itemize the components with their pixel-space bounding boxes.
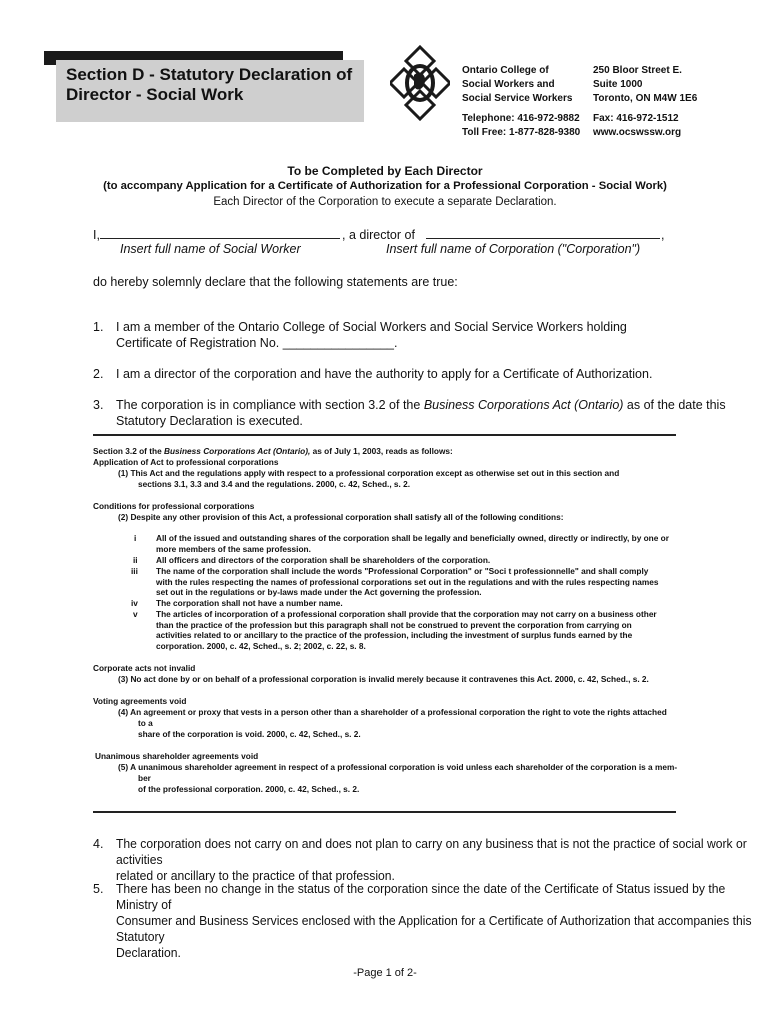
item-4-number: 4.: [93, 837, 104, 851]
condition-iv-number: iv: [131, 598, 138, 608]
declaration-suffix: ,: [661, 228, 665, 242]
item-1-number: 1.: [93, 320, 104, 334]
org-name: Ontario College of Social Workers and Social Service Workers: [462, 65, 573, 104]
statute-para-4b: to a: [138, 718, 153, 728]
item-1-text: I am a member of the Ontario College of Social Workers and Social Service Workers holding Certificate of Registration No. ________________.: [116, 320, 627, 350]
statute-para-2: (2) Despite any other provision of this Act, a professional corporation shall satisfy all of the following conditions:: [118, 512, 564, 522]
org-contact: Fax: 416-972-1512 www.ocswssw.org: [593, 113, 682, 138]
item-3-number: 3.: [93, 398, 104, 412]
condition-i-number: i: [134, 533, 137, 543]
statute-para-1a: (1) This Act and the regulations apply with respect to a professional corporation except as otherwise set out in this section and: [118, 468, 620, 478]
statute-intro: Section 3.2 of the Business Corporations Act (Ontario), as of July 1, 2003, reads as follows:: [93, 446, 453, 456]
intro-note: Each Director of the Corporation to execute a separate Declaration.: [213, 196, 557, 208]
page-number: -Page 1 of 2-: [353, 967, 417, 979]
statute-para-5c: of the professional corporation. 2000, c. 42, Sched., s. 2.: [138, 784, 360, 794]
hint-name: Insert full name of Social Worker: [120, 242, 301, 256]
item-3-text: The corporation is in compliance with section 3.2 of the Business Corporations Act (Ontario) as of the date this Statutory Declaration is executed.: [116, 398, 726, 428]
statute-para-4c: share of the corporation is void. 2000, c. 42, Sched., s. 2.: [138, 729, 361, 739]
statute-heading-4: Voting agreements void: [93, 696, 187, 706]
statute-para-5b: ber: [138, 773, 151, 783]
solemn-declaration: do hereby solemnly declare that the following statements are true:: [93, 275, 458, 289]
declaration-middle: , a director of: [342, 228, 415, 242]
item-5-number: 5.: [93, 882, 104, 896]
item-2-text: I am a director of the corporation and have the authority to apply for a Certificate of Authorization.: [116, 367, 653, 381]
statute-para-5a: (5) A unanimous shareholder agreement in respect of a professional corporation is void unless each shareholder of the corporation is a mem-: [118, 762, 678, 772]
org-phones: Telephone: 416-972-9882 Toll Free: 1-877-828-9380: [462, 113, 581, 138]
statute-heading-3: Corporate acts not invalid: [93, 663, 196, 673]
intro-heading: To be Completed by Each Director: [287, 164, 483, 178]
condition-iii-text: The name of the corporation shall include the words "Professional Corporation" or "Soci t professionnelle" and shall comply with the rules respecting the names of professional corporations set out in the regulations and with the rules respecting names set out in the regulations or by-laws made under the Act governing the profession.: [156, 566, 659, 597]
divider-top: [93, 434, 676, 436]
item-5-text: There has been no change in the status of the corporation since the date of the Certificate of Status issued by the Ministry of Consumer and Business Services enclosed with the Application for a Certificate of Authorization that accompanies this Statutory Declaration.: [116, 882, 752, 960]
condition-iv-text: The corporation shall not have a number name.: [156, 598, 343, 608]
item-4-text: The corporation does not carry on and does not plan to carry on any business that is not the practice of social work or activities related or ancillary to the practice of that profession.: [116, 837, 747, 883]
statute-para-4a: (4) An agreement or proxy that vests in a person other than a shareholder of a professional corporation the right to vote the rights attached: [118, 707, 667, 717]
condition-v-number: v: [133, 609, 138, 619]
statute-heading-2: Conditions for professional corporations: [93, 501, 255, 511]
name-blank[interactable]: [100, 238, 340, 239]
condition-i-text: All of the issued and outstanding shares of the corporation shall be legally and beneficially owned, directly or indirectly, by one or more members of the same profession.: [156, 533, 669, 554]
statute-heading-1: Application of Act to professional corporations: [93, 457, 279, 467]
intro-subheading: (to accompany Application for a Certificate of Authorization for a Professional Corporation - Social Work): [103, 180, 667, 192]
condition-ii-text: All officers and directors of the corporation shall be shareholders of the corporation.: [156, 555, 491, 565]
org-address: 250 Bloor Street E. Suite 1000 Toronto, ON M4W 1E6: [593, 65, 698, 104]
corporation-blank[interactable]: [426, 238, 660, 239]
condition-ii-number: ii: [133, 555, 138, 565]
item-2-number: 2.: [93, 367, 104, 381]
page-title: Section D - Statutory Declaration of Director - Social Work: [66, 65, 353, 104]
condition-iii-number: iii: [131, 566, 138, 576]
hint-corporation: Insert full name of Corporation ("Corporation"): [386, 242, 641, 256]
statute-para-3: (3) No act done by or on behalf of a professional corporation is invalid merely because it contravenes this Act. 2000, c. 42, Sched., s. 2.: [118, 674, 649, 684]
ocswssw-logo-icon: [390, 45, 450, 121]
divider-bottom: [93, 811, 676, 813]
condition-v-text: The articles of incorporation of a professional corporation shall provide that the corporation may not carry on a business other than the practice of the profession but this paragraph shall not be construed to prevent the corporation from carrying on activities related to or ancillary to the practice of the profession, including the investment of surplus funds earned by the corporation. 2000, c. 42, Sched., s. 2; 2002, c. 22, s. 8.: [156, 609, 657, 651]
statute-heading-5: Unanimous shareholder agreements void: [95, 751, 259, 761]
declaration-prefix: I,: [93, 228, 100, 242]
statute-para-1b: sections 3.1, 3.3 and 3.4 and the regulations. 2000, c. 42, Sched., s. 2.: [138, 479, 411, 489]
